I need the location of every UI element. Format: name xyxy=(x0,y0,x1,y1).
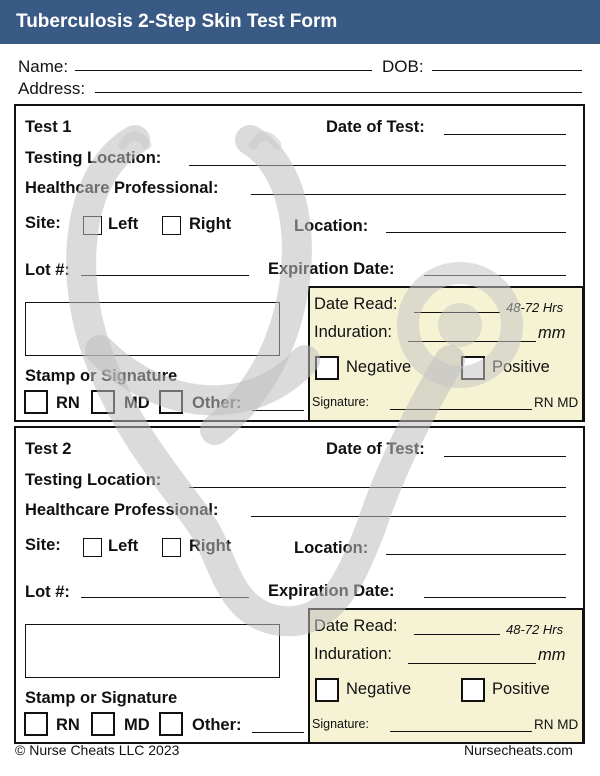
rn-label: RN xyxy=(56,716,80,734)
signature-field[interactable] xyxy=(390,731,532,732)
positive-checkbox[interactable] xyxy=(461,356,485,380)
stamp-label: Stamp or Signature xyxy=(25,367,178,385)
negative-checkbox[interactable] xyxy=(315,356,339,380)
site-right-label: Right xyxy=(189,215,232,233)
test-title: Test 2 xyxy=(25,440,72,458)
site-left-label: Left xyxy=(108,537,139,555)
negative-checkbox[interactable] xyxy=(315,678,339,702)
date-of-test-label: Date of Test: xyxy=(326,118,425,136)
hours-note: 48-72 Hrs xyxy=(506,300,564,315)
address-label: Address: xyxy=(18,79,86,98)
site-right-checkbox[interactable] xyxy=(162,538,181,557)
induration-label: Induration: xyxy=(314,645,392,663)
expiration-field[interactable] xyxy=(424,275,566,276)
footer-website[interactable]: Nursecheats.com xyxy=(464,742,573,758)
site-location-label: Location: xyxy=(294,217,369,235)
md-checkbox[interactable] xyxy=(91,712,115,736)
negative-label: Negative xyxy=(346,358,412,376)
date-of-test-field[interactable] xyxy=(444,134,566,135)
healthcare-professional-field[interactable] xyxy=(251,194,566,195)
site-right-label: Right xyxy=(189,537,232,555)
md-checkbox[interactable] xyxy=(91,390,115,414)
signature-label: Signature: xyxy=(312,717,369,731)
date-of-test-field[interactable] xyxy=(444,456,566,457)
date-read-label: Date Read: xyxy=(314,617,398,635)
rn-label: RN xyxy=(56,394,80,412)
dob-field[interactable] xyxy=(432,70,582,71)
rn-checkbox[interactable] xyxy=(24,390,48,414)
site-right-checkbox[interactable] xyxy=(162,216,181,235)
date-read-label: Date Read: xyxy=(314,295,398,313)
site-label: Site: xyxy=(25,214,61,232)
healthcare-professional-label: Healthcare Professional: xyxy=(25,179,219,197)
address-field[interactable] xyxy=(95,92,582,93)
test-title: Test 1 xyxy=(25,118,72,136)
rn-checkbox[interactable] xyxy=(24,712,48,736)
other-label: Other: xyxy=(192,716,242,734)
signature-credentials: RN MD xyxy=(534,717,579,732)
test-1-card xyxy=(14,104,585,422)
lot-field[interactable] xyxy=(81,275,249,276)
footer-copyright: © Nurse Cheats LLC 2023 xyxy=(15,742,180,758)
induration-unit: mm xyxy=(538,324,566,342)
signature-label: Signature: xyxy=(312,395,369,409)
lot-label: Lot #: xyxy=(25,261,70,279)
date-of-test-label: Date of Test: xyxy=(326,440,425,458)
testing-location-label: Testing Location: xyxy=(25,149,162,167)
lot-label: Lot #: xyxy=(25,583,70,601)
reading-panel xyxy=(308,608,584,744)
site-left-checkbox[interactable] xyxy=(83,216,102,235)
site-left-label: Left xyxy=(108,215,139,233)
positive-label: Positive xyxy=(492,358,550,376)
site-location-label: Location: xyxy=(294,539,369,557)
date-read-field[interactable] xyxy=(414,312,500,313)
dob-label: DOB: xyxy=(382,57,424,76)
stamp-box[interactable] xyxy=(25,302,280,356)
positive-label: Positive xyxy=(492,680,550,698)
reading-panel xyxy=(308,286,584,422)
form-header xyxy=(0,0,600,44)
testing-location-field[interactable] xyxy=(189,487,566,488)
induration-field[interactable] xyxy=(408,663,536,664)
other-label: Other: xyxy=(192,394,242,412)
other-field[interactable] xyxy=(252,732,304,733)
expiration-field[interactable] xyxy=(424,597,566,598)
other-checkbox[interactable] xyxy=(159,712,183,736)
positive-checkbox[interactable] xyxy=(461,678,485,702)
lot-field[interactable] xyxy=(81,597,249,598)
site-location-field[interactable] xyxy=(386,554,566,555)
expiration-label: Expiration Date: xyxy=(268,260,395,278)
negative-label: Negative xyxy=(346,680,412,698)
form-title: Tuberculosis 2-Step Skin Test Form xyxy=(16,11,338,32)
site-left-checkbox[interactable] xyxy=(83,538,102,557)
date-read-field[interactable] xyxy=(414,634,500,635)
md-label: MD xyxy=(124,716,150,734)
name-field[interactable] xyxy=(75,70,372,71)
test-2-card xyxy=(14,426,585,744)
signature-credentials: RN MD xyxy=(534,395,579,410)
stamp-label: Stamp or Signature xyxy=(25,689,178,707)
testing-location-field[interactable] xyxy=(189,165,566,166)
md-label: MD xyxy=(124,394,150,412)
site-label: Site: xyxy=(25,536,61,554)
other-checkbox[interactable] xyxy=(159,390,183,414)
stamp-box[interactable] xyxy=(25,624,280,678)
testing-location-label: Testing Location: xyxy=(25,471,162,489)
other-field[interactable] xyxy=(252,410,304,411)
induration-label: Induration: xyxy=(314,323,392,341)
expiration-label: Expiration Date: xyxy=(268,582,395,600)
hours-note: 48-72 Hrs xyxy=(506,622,564,637)
healthcare-professional-field[interactable] xyxy=(251,516,566,517)
site-location-field[interactable] xyxy=(386,232,566,233)
name-label: Name: xyxy=(18,57,69,76)
healthcare-professional-label: Healthcare Professional: xyxy=(25,501,219,519)
signature-field[interactable] xyxy=(390,409,532,410)
induration-unit: mm xyxy=(538,646,566,664)
induration-field[interactable] xyxy=(408,341,536,342)
